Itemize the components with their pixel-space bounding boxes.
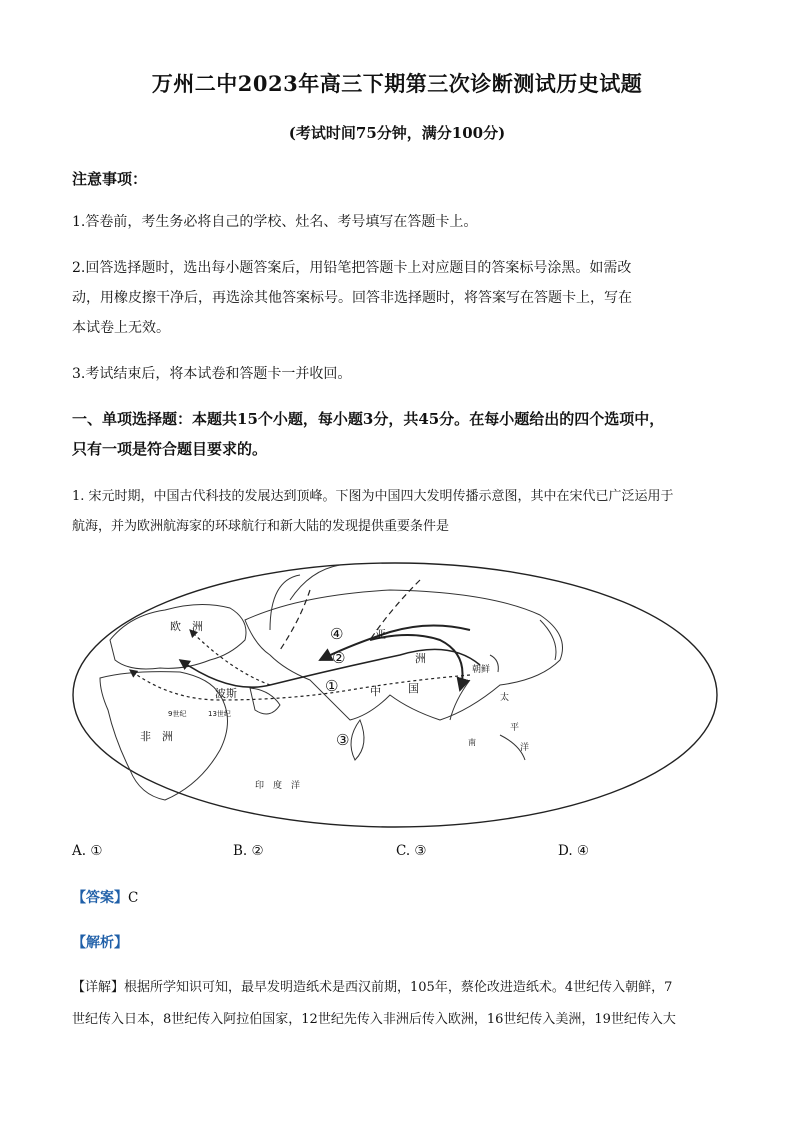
notice-item-3: 3.考试结束后，将本试卷和答题卡一并收回。 — [72, 366, 352, 382]
map-frame — [73, 563, 717, 827]
section-heading-line-2: 只有一项是符合题目要求的。 — [72, 440, 268, 458]
section-heading-line-1: 一、单项选择题：本题共15个小题，每小题3分，共45分。在每小题给出的四个选项中， — [72, 410, 665, 428]
marker-4: ④ — [330, 625, 344, 643]
option-b[interactable]: B. ② — [233, 843, 264, 859]
label-asia-b: 洲 — [415, 652, 426, 665]
label-13th-century: 13世纪 — [208, 710, 231, 718]
label-asia-a: 亚 — [375, 628, 386, 641]
marker-1: ① — [325, 677, 339, 695]
notice-item-2-line-2: 动，用橡皮擦干净后，再选涂其他答案标号。回答非选择题时，将答案写在答题卡上，写在 — [72, 290, 632, 306]
notice-heading: 注意事项： — [72, 170, 148, 188]
option-c[interactable]: C. ③ — [396, 843, 427, 859]
notice-item-2-line-3: 本试卷上无效。 — [72, 320, 170, 336]
option-a[interactable]: A. ① — [72, 843, 103, 859]
label-china-b: 国 — [408, 682, 419, 695]
exam-subtitle: (考试时间75分钟，满分100分) — [288, 124, 506, 142]
label-pacific-c: 洋 — [520, 743, 530, 753]
notice-item-2-line-1: 2.回答选择题时，选出每小题答案后，用铅笔把答题卡上对应题目的答案标号涂黑。如需改 — [72, 260, 632, 276]
label-south-sea: 南 — [468, 738, 476, 747]
question-1-line-2: 航海，并为欧洲航海家的环球航行和新大陆的发现提供重要条件是 — [72, 519, 450, 534]
question-1-line-1: 1. 宋元时期，中国古代科技的发展达到顶峰。下图为中国四大发明传播示意图，其中在宋代已广泛运用于 — [72, 489, 674, 504]
exam-title: 万州二中2023年高三下期第三次诊断测试历史试题 — [151, 71, 643, 96]
four-inventions-map — [70, 560, 720, 830]
option-d[interactable]: D. ④ — [558, 843, 590, 859]
label-korea: 朝鲜 — [472, 665, 491, 675]
detail-line-2: 世纪传入日本，8世纪传入阿拉伯国家，12世纪先传入非洲后传入欧洲，16世纪传入美洲，19世纪传入大 — [72, 1012, 676, 1027]
label-indian-ocean: 印 度 洋 — [255, 781, 301, 791]
marker-2: ② — [332, 649, 346, 667]
detail-line-1: 【详解】根据所学知识可知，最早发明造纸术是西汉前期，105年，蔡伦改进造纸术。4世纪传入朝鲜，7 — [72, 980, 673, 995]
analysis-label: 【解析】 — [72, 935, 128, 951]
answer-label: 【答案】 — [72, 890, 128, 906]
label-africa: 非 洲 — [140, 730, 173, 743]
label-9th-century: 9世纪 — [168, 710, 187, 718]
label-europe: 欧 洲 — [170, 620, 203, 633]
label-persia: 波斯 — [215, 687, 237, 700]
notice-item-1: 1.答卷前，考生务必将自己的学校、灶名、考号填写在答题卡上。 — [72, 214, 478, 230]
label-china-a: 中 — [370, 685, 381, 698]
marker-3: ③ — [336, 731, 350, 749]
answer-value: C — [128, 890, 139, 906]
label-pacific-b: 平 — [510, 723, 520, 733]
label-pacific-a: 太 — [500, 693, 510, 703]
answer-line — [72, 887, 138, 907]
